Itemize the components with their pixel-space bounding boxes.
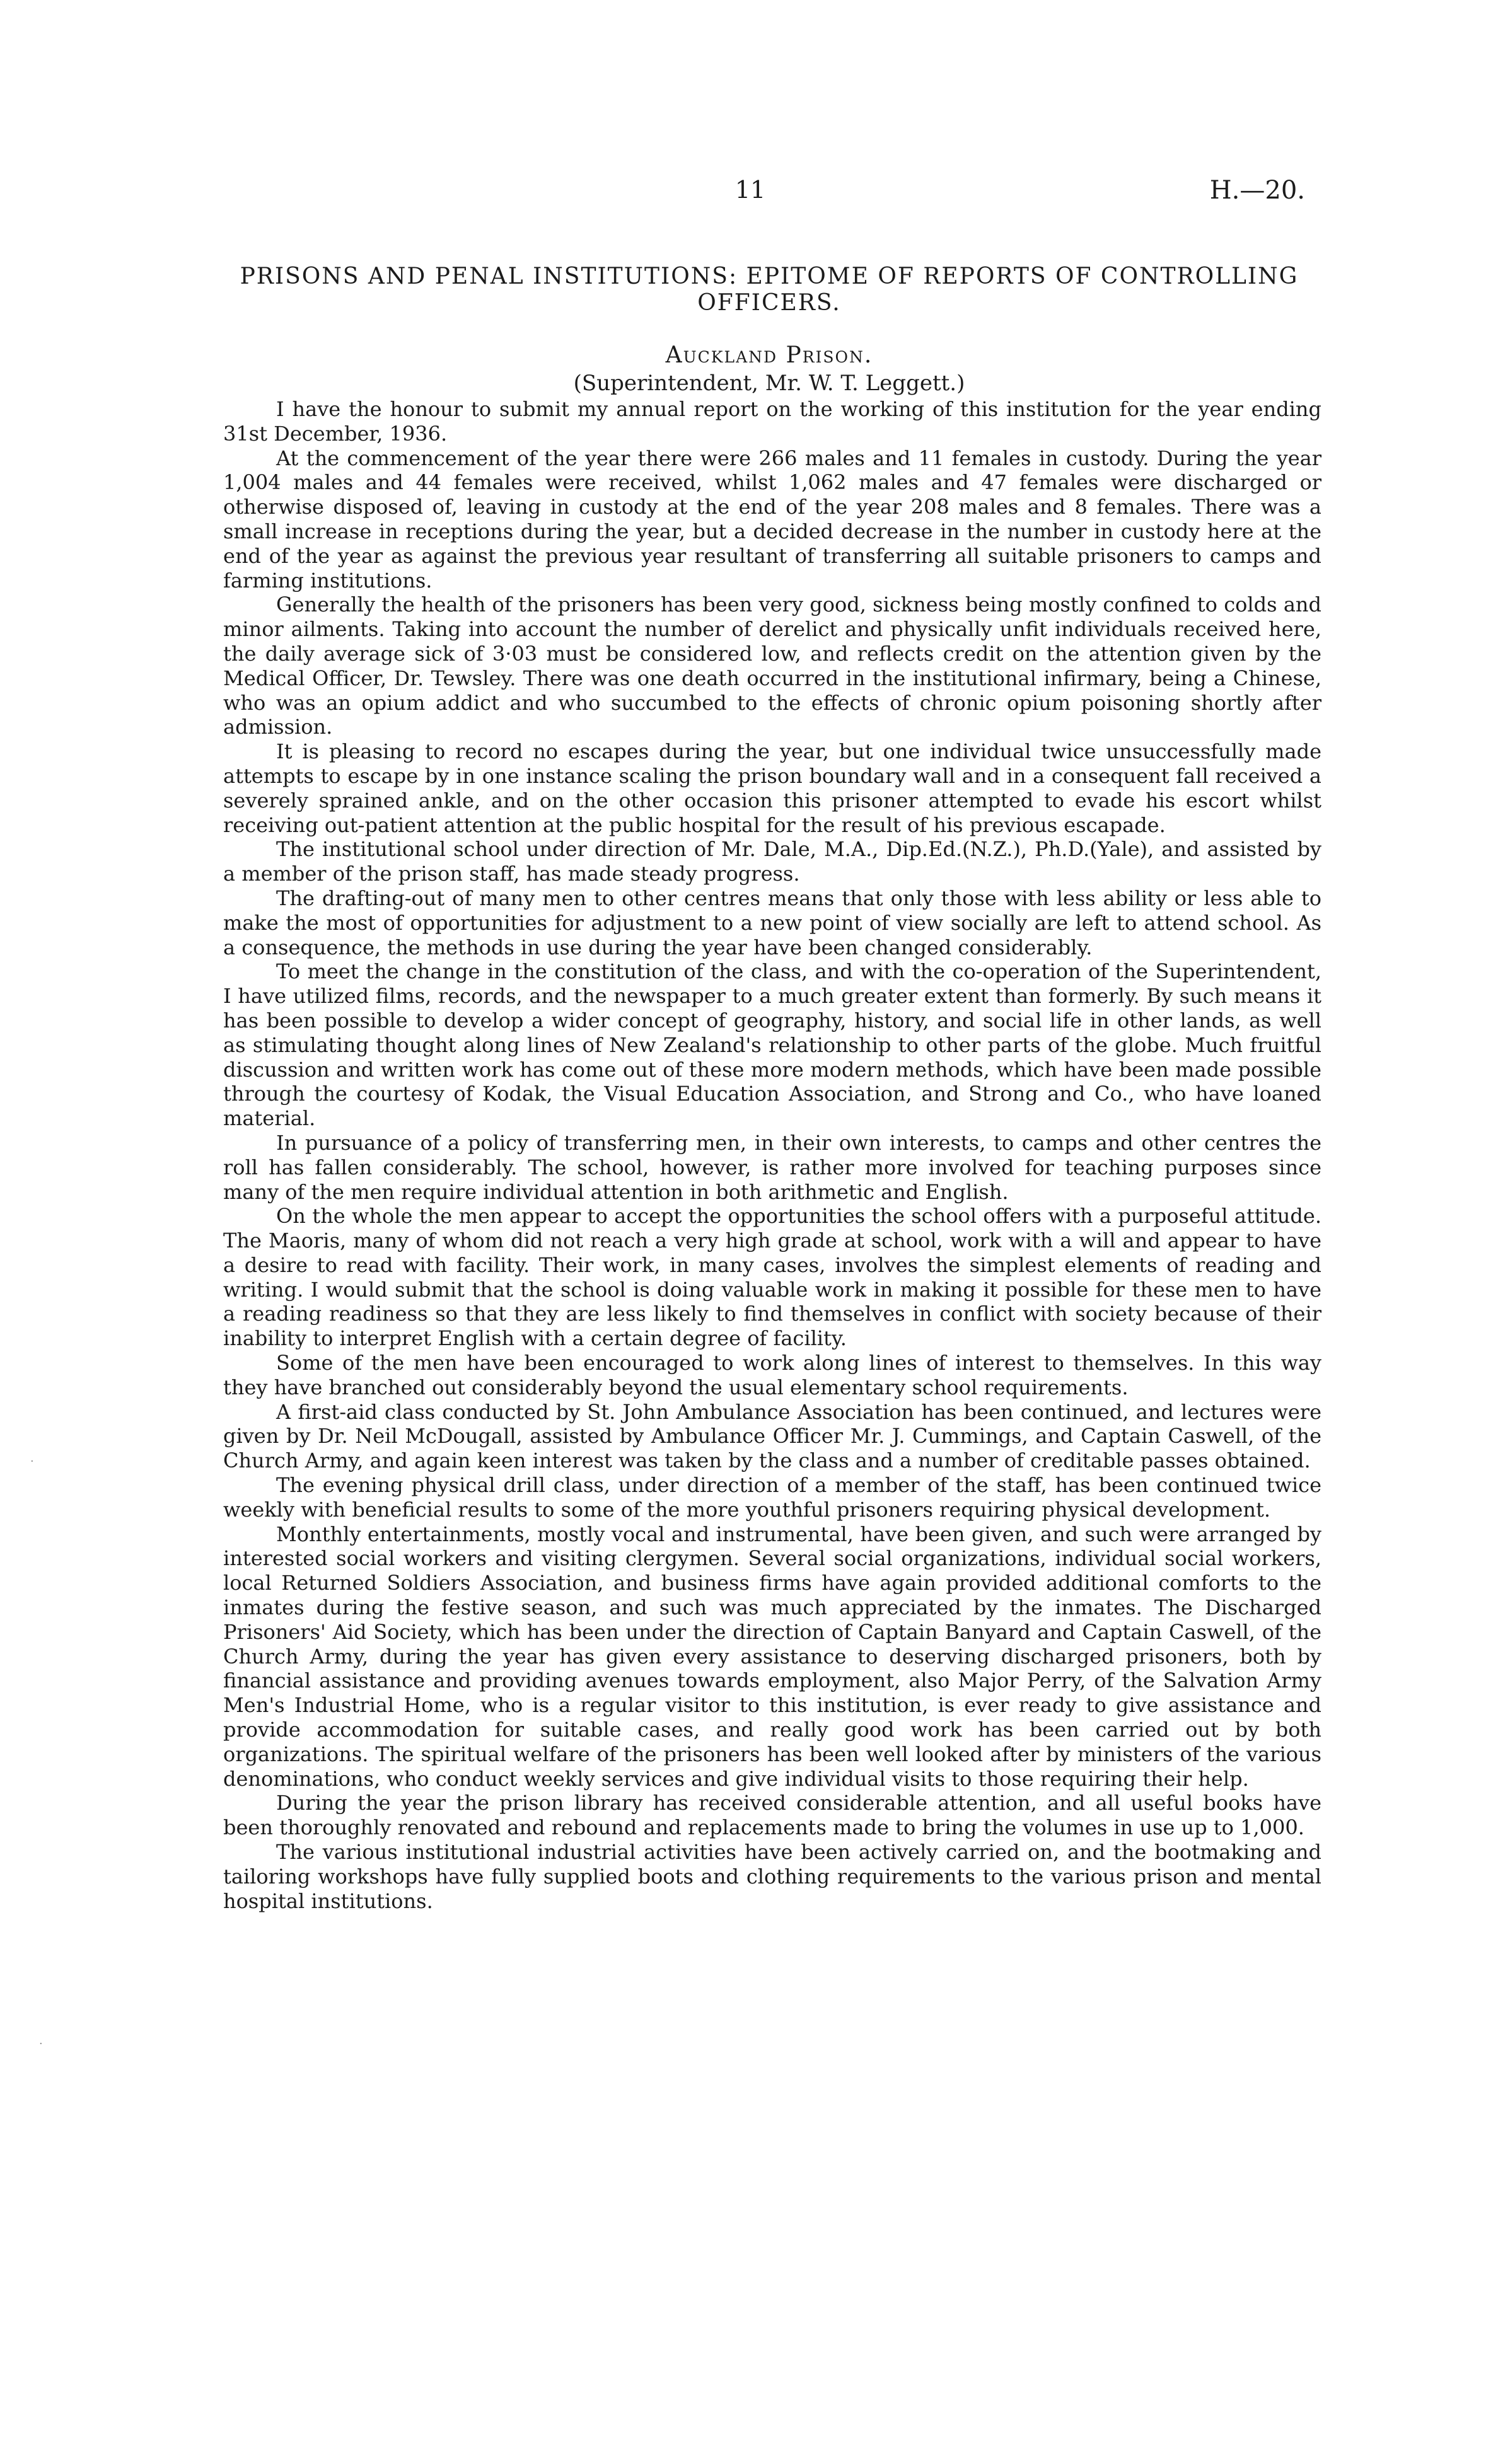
paragraph: On the whole the men appear to accept the opportunities the school offers with a purposeful attitude. The Maoris, many of whom did not reach a very high grade at school, work with a will and appear to have a desire to read with facility. Their work, in many cases, involves the simplest elements of reading and writing. I would submit that the school is doing valuable work in making it possible for these men to have a reading readiness so that they are less likely to find themselves in conflict with society because of their inability to interpret English with a certain degree of facility. bbox=[223, 1204, 1321, 1351]
scan-speck-mark: · bbox=[39, 2037, 43, 2050]
paragraph: To meet the change in the constitution of the class, and with the co-operation of the Superintendent, I have utilized films, records, and the newspaper to a much greater extent than formerly. By such means it has been possible to develop a wider concept of geography, history, and social life in other lands, as well as stimulating thought along lines of New Zealand's relationship to other parts of the globe. Much fruitful discussion and written work has come out of these more modern methods, which have been made possible through the courtesy of Kodak, the Visual Education Association, and Strong and Co., who have loaned material. bbox=[223, 959, 1321, 1131]
paragraph: I have the honour to submit my annual report on the working of this institution for the year ending 31st December, 1936. bbox=[223, 397, 1321, 446]
section-byline: (Superintendent, Mr. W. T. Leggett.) bbox=[573, 371, 965, 396]
paragraph: The various institutional industrial activities have been actively carried on, and the bootmaking and tailoring workshops have fully supplied boots and clothing requirements to the various prison and mental hospital institutions. bbox=[223, 1840, 1321, 1913]
paragraph: In pursuance of a policy of transferring men, in their own interests, to camps and other centres the roll has fallen considerably. The school, however, is rather more involved for teaching purposes since many of the men require individual attention in both arithmetic and English. bbox=[223, 1130, 1321, 1204]
paragraph: Monthly entertainments, mostly vocal and instrumental, have been given, and such were arranged by interested social workers and visiting clergymen. Several social organizations, individual social workers, local Returned Soldiers Association, and business firms have again provided additional comforts to the inmates during the festive season, and such was much appreciated by the inmates. The Discharged Prisoners' Aid Society, which has been under the direction of Captain Banyard and Captain Caswell, of the Church Army, during the year has given every assistance to deserving discharged prisoners, both by financial assistance and providing avenues towards employment, also Major Perry, of the Salvation Army Men's Industrial Home, who is a regular visitor to this institution, is ever ready to give assistance and provide accommodation for suitable cases, and really good work has been carried out by both organizations. The spiritual welfare of the prisoners has been well looked after by ministers of the various denominations, who conduct weekly services and give individual visits to those requiring their help. bbox=[223, 1522, 1321, 1791]
paragraph: Generally the health of the prisoners has been very good, sickness being mostly confined to colds and minor ailments. Taking into account the number of derelict and physically unfit individuals received here, the daily average sick of 3·03 must be considered low, and reflects credit on the attention given by the Medical Officer, Dr. Tewsley. There was one death occurred in the institutional infirmary, being a Chinese, who was an opium addict and who succumbed to the effects of chronic opium poisoning shortly after admission. bbox=[223, 593, 1321, 739]
paragraph: Some of the men have been encouraged to work along lines of interest to themselves. In this way they have branched out considerably beyond the usual elementary school requirements. bbox=[223, 1351, 1321, 1399]
paragraph: The drafting-out of many men to other centres means that only those with less ability or less able to make the most of opportunities for adjustment to a new point of view socially are left to attend school. As a consequence, the methods in use during the year have been changed considerably. bbox=[223, 886, 1321, 959]
report-body bbox=[223, 397, 1321, 1913]
document-title: PRISONS AND PENAL INSTITUTIONS: EPITOME OF REPORTS OF CONTROLLING OFFICERS. bbox=[240, 263, 1299, 316]
section-heading: Auckland Prison. bbox=[665, 342, 873, 368]
scan-speck-mark: · bbox=[30, 1455, 34, 1468]
paragraph: The institutional school under direction of Mr. Dale, M.A., Dip.Ed.(N.Z.), Ph.D.(Yale), and assisted by a member of the prison staff, has made steady progress. bbox=[223, 837, 1321, 886]
document-reference: H.—20. bbox=[1209, 176, 1305, 205]
paragraph: During the year the prison library has received considerable attention, and all useful books have been thoroughly renovated and rebound and replacements made to bring the volumes in use up to 1,000. bbox=[223, 1791, 1321, 1840]
paragraph: It is pleasing to record no escapes during the year, but one individual twice unsuccessfully made attempts to escape by in one instance scaling the prison boundary wall and in a consequent fall received a severely sprained ankle, and on the other occasion this prisoner attempted to evade his escort whilst receiving out-patient attention at the public hospital for the result of his previous escapade. bbox=[223, 739, 1321, 837]
paragraph: A first-aid class conducted by St. John Ambulance Association has been continued, and lectures were given by Dr. Neil McDougall, assisted by Ambulance Officer Mr. J. Cummings, and Captain Caswell, of the Church Army, and again keen interest was taken by the class and a number of creditable passes obtained. bbox=[223, 1399, 1321, 1473]
page-number: 11 bbox=[734, 176, 766, 204]
paragraph: The evening physical drill class, under direction of a member of the staff, has been continued twice weekly with beneficial results to some of the more youthful prisoners requiring physical development. bbox=[223, 1473, 1321, 1522]
paragraph: At the commencement of the year there were 266 males and 11 females in custody. During the year 1,004 males and 44 females were received, whilst 1,062 males and 47 females were discharged or otherwise disposed of, leaving in custody at the end of the year 208 males and 8 females. There was a small increase in receptions during the year, but a decided decrease in the number in custody here at the end of the year as against the previous year resultant of transferring all suitable prisoners to camps and farming institutions. bbox=[223, 446, 1321, 593]
